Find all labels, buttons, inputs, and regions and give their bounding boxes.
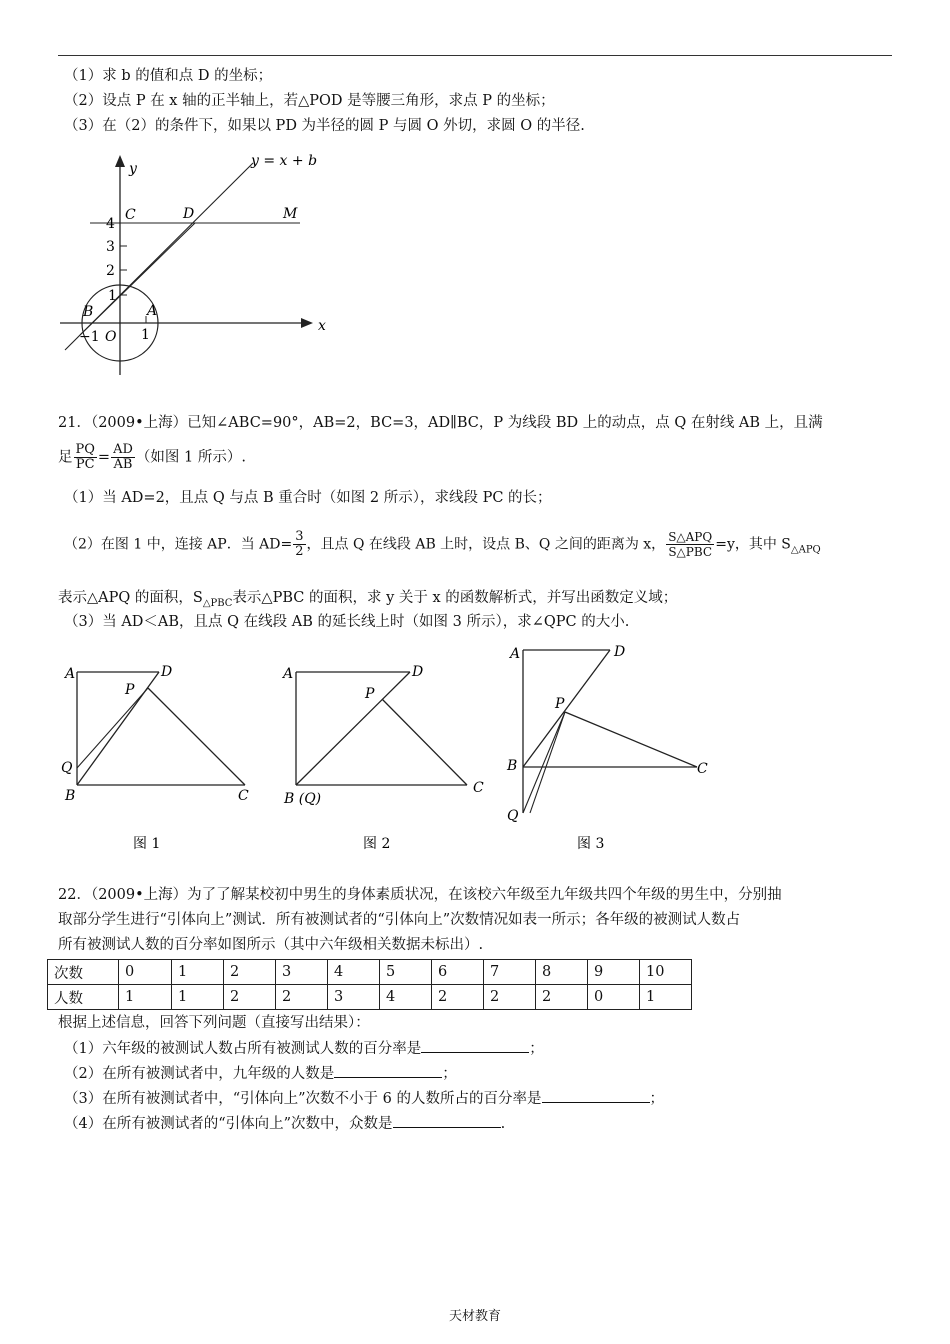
q21-figures	[55, 640, 735, 860]
label-x: x	[318, 318, 326, 334]
q22-sub2-end: ；	[442, 1066, 457, 1082]
q20-sub2: （2）设点 P 在 x 轴的正半轴上，若△POD 是等腰三角形，求点 P 的坐标；	[64, 93, 555, 109]
q21-sub2-line1	[64, 530, 821, 560]
table-cell: 9	[588, 960, 640, 985]
fraction-den: 2	[295, 544, 304, 559]
table-cell: 8	[536, 960, 588, 985]
table-cell: 2	[276, 985, 328, 1010]
q21-line2-pre: 足	[58, 449, 73, 466]
q22-sub3-end: ；	[649, 1091, 664, 1107]
label-3: 3	[106, 239, 115, 255]
q20-sub1: （1）求 b 的值和点 D 的坐标；	[64, 68, 273, 84]
q22-sub3-text: （3）在所有被测试者中，“引体向上”次数不小于 6 的人数所占的百分率是	[64, 1091, 542, 1107]
fig2-label-c: C	[473, 780, 484, 796]
table-cell: 4	[328, 960, 380, 985]
fig2-label-d: D	[412, 664, 424, 680]
figure-2	[281, 664, 484, 852]
fig2-caption: 图 2	[363, 836, 391, 852]
q21-sub2-d-sub: △PBC	[202, 597, 233, 609]
label-x1: 1	[141, 327, 150, 343]
label-2: 2	[106, 263, 115, 279]
figure-3	[506, 644, 708, 852]
fig1-label-q: Q	[61, 760, 73, 776]
fig1-label-b: B	[65, 788, 76, 804]
label-m: M	[283, 206, 298, 222]
label-y: y	[129, 161, 137, 177]
q21-line2-post: （如图 1 所示）.	[135, 449, 246, 466]
fraction-3-2	[293, 530, 305, 559]
table-cell: 1	[172, 985, 224, 1010]
q22-intro: 根据上述信息，回答下列问题（直接写出结果）：	[58, 1015, 370, 1031]
table-cell: 5	[380, 960, 432, 985]
header-rule	[58, 55, 892, 56]
x-axis-arrow	[301, 318, 313, 328]
table-cell: 2	[224, 985, 276, 1010]
table-cell: 10	[640, 960, 692, 985]
table-row	[48, 960, 692, 985]
fig2-label-bq: B (Q)	[284, 791, 322, 807]
label-c: C	[125, 207, 136, 223]
table-cell: 2	[432, 985, 484, 1010]
q20-coordinate-figure	[55, 145, 345, 385]
table-cell: 次数	[48, 960, 119, 985]
table-row	[48, 985, 692, 1010]
q21-sub3: （3）当 AD＜AB，且点 Q 在线段 AB 的延长线上时（如图 3 所示），求∠QPC 的大小.	[64, 614, 630, 630]
q22-sub3	[64, 1088, 664, 1109]
q21-line2	[58, 443, 246, 472]
fig3-label-q: Q	[507, 808, 519, 824]
q21-sub2-c: =y，其中 S	[715, 536, 791, 553]
q22-line1: 22．（2009•上海）为了了解某校初中男生的身体素质状况，在该校六年级至九年级共四个年级的男生中，分别抽	[58, 887, 782, 903]
q21-sub2-c-sub: △APQ	[790, 544, 821, 556]
q21-sub2-d2: 表示△PBC 的面积，求 y 关于 x 的函数解析式，并写出函数定义域；	[232, 590, 678, 606]
page-footer: 天材教育	[448, 1309, 501, 1324]
q21-sub2-line2	[58, 588, 677, 614]
q21-sub2-d1: 表示△APQ 的面积，S	[58, 590, 203, 606]
q21-line1: 21．（2009•上海）已知∠ABC=90°，AB=2，BC=3，AD∥BC，P 为线段 BD 上的动点，点 Q 在射线 AB 上，且满	[58, 415, 823, 431]
table-cell: 人数	[48, 985, 119, 1010]
fig2-label-p: P	[365, 686, 375, 702]
y-axis-arrow	[115, 155, 125, 167]
label-o: O	[105, 329, 117, 345]
fig1-label-a: A	[65, 666, 76, 682]
q22-sub4	[64, 1113, 505, 1134]
equals-sign: =	[97, 449, 111, 466]
table-cell: 2	[484, 985, 536, 1010]
fraction-den: PC	[75, 457, 95, 472]
fraction-num: S△APQ	[668, 530, 713, 544]
label-1: 1	[108, 288, 117, 304]
fraction-area-ratio	[666, 530, 714, 559]
q22-sub1-text: （1）六年级的被测试人数占所有被测试人数的百分率是	[64, 1041, 422, 1057]
fraction-den: AB	[113, 457, 133, 472]
table-cell: 1	[640, 985, 692, 1010]
answer-blank	[421, 1038, 529, 1053]
fraction-num: 3	[295, 529, 304, 544]
fig3-caption: 图 3	[577, 836, 605, 852]
q21-sub2-b: ，且点 Q 在线段 AB 上时，设点 B、Q 之间的距离为 x，	[306, 536, 666, 553]
q21-sub1: （1）当 AD=2，且点 Q 与点 B 重合时（如图 2 所示），求线段 PC 的长；	[64, 490, 552, 506]
table-cell: 2	[224, 960, 276, 985]
table-cell: 6	[432, 960, 484, 985]
fraction-num: AD	[113, 442, 133, 457]
table-cell: 3	[276, 960, 328, 985]
line-bd	[80, 223, 195, 335]
table-cell: 4	[380, 985, 432, 1010]
answer-blank	[542, 1088, 650, 1103]
q22-sub1	[64, 1038, 544, 1059]
answer-blank	[393, 1113, 501, 1128]
equation-label: y = x + b	[251, 153, 318, 169]
figure-1	[61, 664, 249, 852]
q22-sub4-end: .	[500, 1116, 506, 1132]
q22-sub2-text: （2）在所有被测试者中，九年级的人数是	[64, 1066, 335, 1082]
label-a: A	[147, 303, 158, 319]
q22-sub4-text: （4）在所有被测试者的“引体向上”次数中，众数是	[64, 1116, 393, 1132]
label-minus1: −1	[79, 329, 100, 345]
fig1-label-d: D	[161, 664, 173, 680]
label-4: 4	[106, 216, 115, 232]
table-cell: 7	[484, 960, 536, 985]
fraction-pq-pc	[74, 443, 97, 472]
label-b: B	[83, 304, 94, 320]
q22-sub1-end: ；	[529, 1041, 544, 1057]
fig1-label-c: C	[238, 788, 249, 804]
label-d: D	[183, 206, 195, 222]
table-cell: 1	[119, 985, 172, 1010]
q22-line2: 取部分学生进行“引体向上”测试．所有被测试者的“引体向上”次数情况如表一所示；各年级的被测试人数占	[58, 912, 741, 928]
fig3-label-c: C	[697, 761, 708, 777]
table-cell: 1	[172, 960, 224, 985]
fig1-label-p: P	[125, 682, 135, 698]
answer-blank	[334, 1063, 442, 1078]
fig3-label-d: D	[614, 644, 626, 660]
table-cell: 0	[588, 985, 640, 1010]
fig2-label-a: A	[283, 666, 294, 682]
fraction-num: PQ	[75, 442, 95, 457]
q20-sub3: （3）在（2）的条件下，如果以 PD 为半径的圆 P 与圆 O 外切，求圆 O 的半径.	[64, 118, 585, 134]
fraction-ad-ab	[111, 443, 135, 472]
q22-sub2	[64, 1063, 457, 1084]
q21-sub2-a: （2）在图 1 中，连接 AP．当 AD=	[64, 536, 293, 553]
table-cell: 2	[536, 985, 588, 1010]
fig3-label-b: B	[507, 758, 518, 774]
fraction-den: S△PBC	[668, 545, 713, 559]
fig1-caption: 图 1	[133, 836, 161, 852]
fig3-label-a: A	[510, 646, 521, 662]
fig3-label-p: P	[555, 696, 565, 712]
table-cell: 0	[119, 960, 172, 985]
q22-line3: 所有被测试人数的百分率如图所示（其中六年级相关数据未标出）.	[58, 937, 484, 953]
table-cell: 3	[328, 985, 380, 1010]
pullup-table	[47, 959, 692, 1010]
